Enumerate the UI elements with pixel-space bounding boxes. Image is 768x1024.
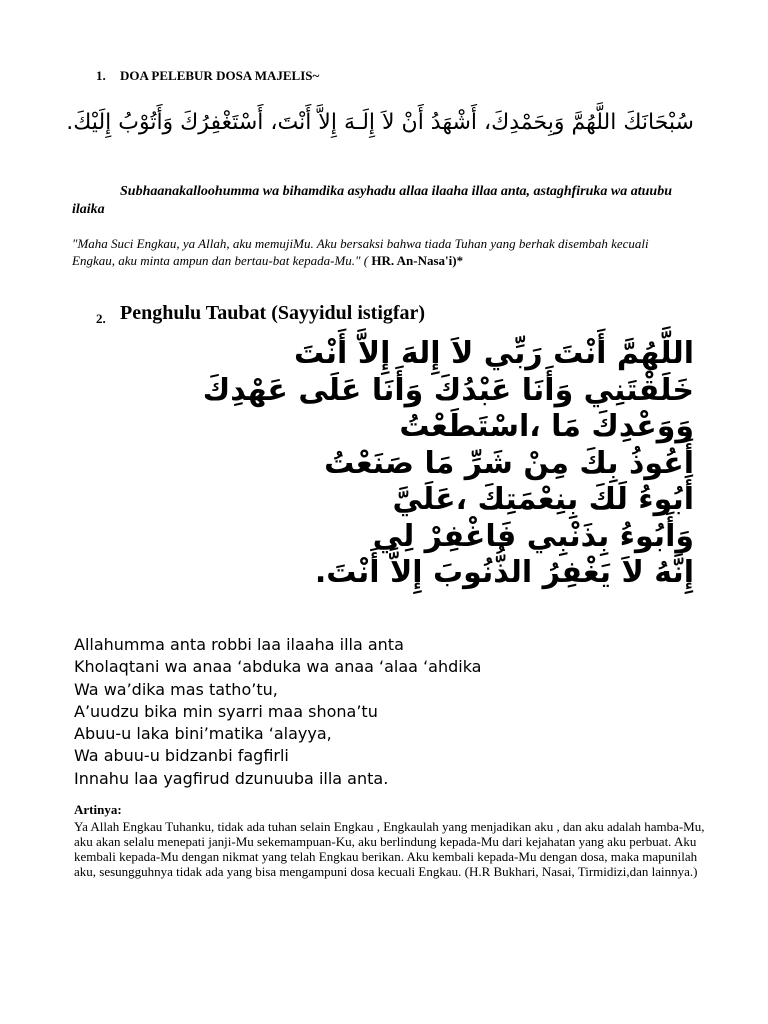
section2-title: Penghulu Taubat (Sayyidul istigfar) [120,302,426,324]
section2-number: 2. [96,311,106,326]
arabic-line: وَأَبُوءُ بِذَنْبِي فَاغْفِرْ لِي [372,518,694,554]
arabic-line: إِنَّهُ لاَ يَغْفِرُ الذُّنُوبَ إِلاَّ أَنْتَ. [314,555,694,590]
arabic-line: اللَّهُمَّ أَنْتَ رَبِّي لاَ إِلهَ إِلاَّ أَنْتَ [294,336,694,371]
artinya-label: Artinya: [74,802,122,817]
transliteration-line: Wa abuu-u bidzanbi fagfirli [74,746,289,766]
section2-arabic-prayer [202,336,694,592]
transliteration-line: A’uudzu bika min syarri maa shona’tu [74,701,378,721]
arabic-line: أَعُوذُ بِكَ مِنْ شَرِّ مَا صَنَعْتُ [324,445,694,481]
section2-transliteration [74,634,714,790]
transliteration-line: Allahumma anta robbi laa ilaaha illa anta [74,635,404,654]
section1-transliteration: Subhaanakalloohumma wa bihamdika asyhadu allaa ilaaha illaa anta, astaghfiruka wa atuubu ilaika [72,184,672,217]
transliteration-line: Kholaqtani wa anaa ‘abduka wa anaa ‘alaa ‘ahdika [74,657,482,677]
transliteration-line: Abuu-u laka bini’matika ‘alayya, [74,724,332,744]
section1-reference: HR. An-Nasa'i)* [371,253,464,268]
section1-number: 1. [96,68,106,83]
arabic-line: خَلَقْتَنِي وَأَنَا عَبْدُكَ وَأَنَا عَلَى عَهْدِكَ [202,372,694,408]
artinya-text: Ya Allah Engkau Tuhanku, tidak ada tuhan selain Engkau , Engkaulah yang menjadikan aku , dan aku adalah hamba-Mu, aku akan selalu menepati janji-Mu sekemampuan-Ku, aku berlindung kepada-Mu dari kejahatan yang aku perbuat. Aku kembali kepada-Mu dengan nikmat yang telah Engkau berikan. Aku kembali kepada-Mu dengan dosa, maka mapunilah aku, sesungguhnya tidak ada yang bisa mengampuni dosa kecuali Engkau. (H.R Bukhari, Nasai, Tirmidizi,dan lainnya.) [74,819,705,879]
section1-title: DOA PELEBUR DOSA MAJELIS~ [120,68,320,83]
transliteration-line: Innahu laa yagfirud dzunuuba illa anta. [74,768,389,788]
arabic-line: وَوَعْدِكَ مَا ،اسْتَطَعْتُ [399,409,694,444]
section1-meaning-text: "Maha Suci Engkau, ya Allah, aku memujiMu. Aku bersaksi bahwa tiada Tuhan yang berhak disembah kecuali Engkau, aku minta ampun dan bertau-bat kepada-Mu." ( [72,236,649,268]
transliteration-line: Wa wa’dika mas tatho’tu, [74,679,278,699]
section1-meaning [72,235,692,269]
arabic-line: أَبُوءُ لَكَ بِنِعْمَتِكَ ،عَلَيَّ [392,482,694,517]
section1-arabic-prayer: سُبْحَانَكَ اللَّهُمَّ وَبِحَمْدِكَ، أَشْهَدُ أَنْ لاَ إِلَـهَ إِلاَّ أَنْتَ، أَسْتَغْفِرُكَ وَأَتُوْبُ إِلَيْكَ. [66,110,694,135]
